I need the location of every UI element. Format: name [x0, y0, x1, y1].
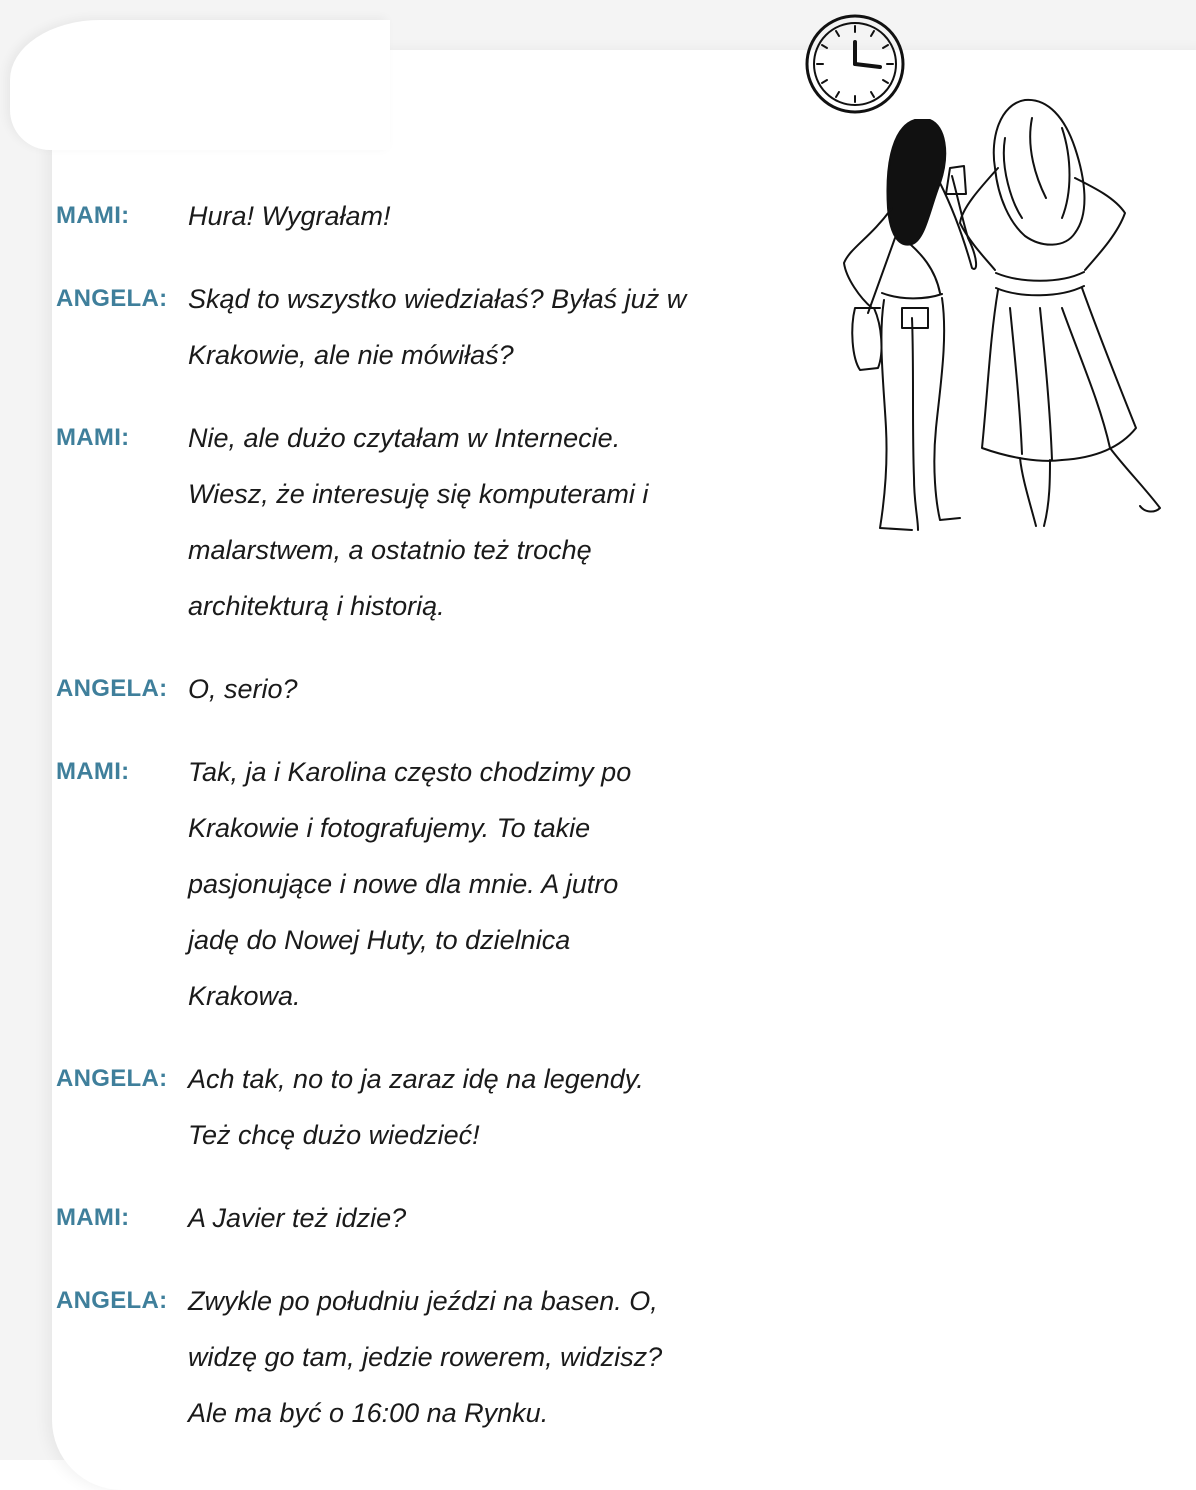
dialogue-text: Tak, ja i Karolina często chodzimy po Krakowie i fotografujemy. To takie pasjonujące i nowe dla mnie. A jutro jadę do Nowej Huty, to dzielnica Krakowa. — [188, 757, 632, 1011]
woman-left-drawing — [844, 120, 976, 530]
dialogue-text: Zwykle po południu jeździ na basen. O, widzę go tam, jedzie rowerem, widzisz? Ale ma być o 16:00 na Rynku. — [188, 1286, 663, 1428]
dialogue-line — [56, 744, 736, 1024]
woman-right-drawing — [960, 100, 1160, 526]
speaker-label: MAMI: — [56, 424, 130, 451]
dialogue — [56, 188, 736, 1468]
speaker-label: ANGELA: — [56, 1065, 168, 1092]
speaker-label: MAMI: — [56, 758, 130, 785]
speaker-label: MAMI: — [56, 1204, 130, 1231]
speaker-label: ANGELA: — [56, 285, 168, 312]
dialogue-line — [56, 1190, 736, 1246]
dialogue-text: Nie, ale dużo czytałam w Internecie. Wiesz, że interesuję się komputerami i malarstwem, a ostatnio też trochę architekturą i historią. — [188, 423, 649, 621]
wall-clock-icon — [807, 16, 903, 112]
dialogue-line — [56, 188, 736, 244]
dialogue-text: Ach tak, no to ja zaraz idę na legendy. Też chcę dużo wiedzieć! — [188, 1064, 644, 1150]
dialogue-text: Hura! Wygrałam! — [188, 201, 391, 231]
dialogue-text: O, serio? — [188, 674, 298, 704]
illustration — [800, 8, 1180, 538]
dialogue-line — [56, 1273, 736, 1441]
speaker-label: ANGELA: — [56, 1287, 168, 1314]
speaker-label: ANGELA: — [56, 675, 168, 702]
dialogue-line — [56, 271, 736, 383]
dialogue-text: Skąd to wszystko wiedziałaś? Byłaś już w Krakowie, ale nie mówiłaś? — [188, 284, 687, 370]
speaker-label: MAMI: — [56, 202, 130, 229]
dialogue-line — [56, 1051, 736, 1163]
page-top-curl — [10, 20, 390, 150]
dialogue-line — [56, 661, 736, 717]
dialogue-text: A Javier też idzie? — [188, 1203, 407, 1233]
dialogue-line — [56, 410, 736, 634]
